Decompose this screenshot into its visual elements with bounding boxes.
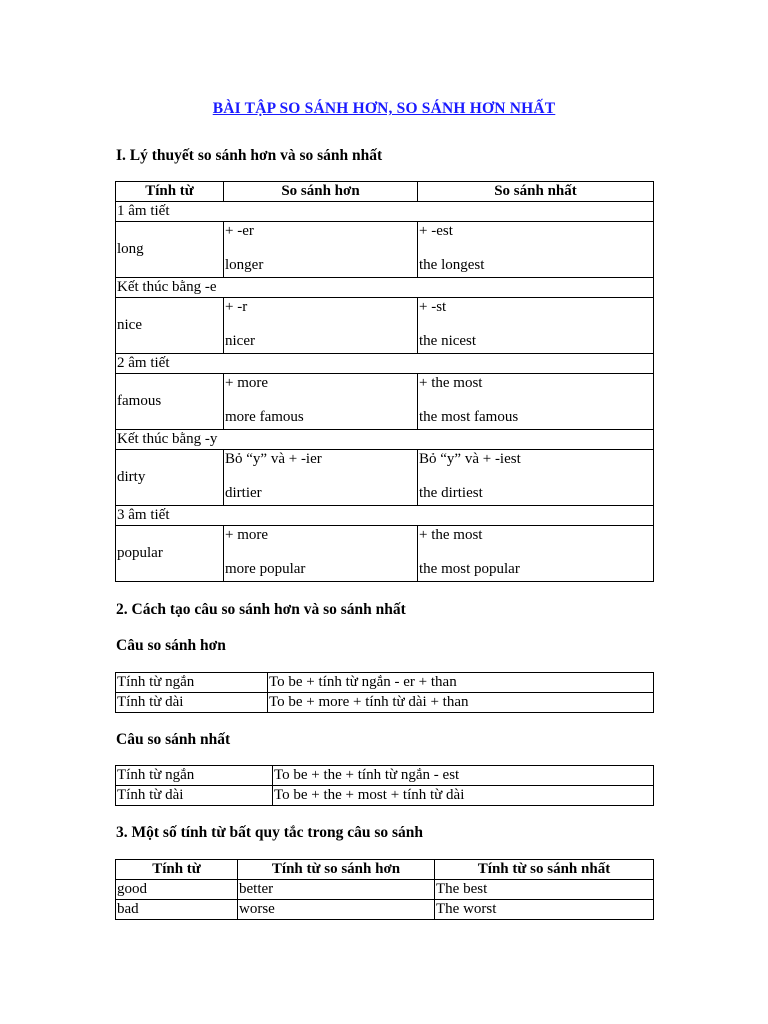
adjective-type: Tính từ dài	[116, 693, 268, 713]
superlative-form: the nicest	[419, 333, 477, 349]
superlative-form: the most famous	[419, 409, 519, 425]
superlative-rule: + -est	[419, 223, 453, 239]
superlative-form: the most popular	[419, 561, 520, 577]
comparative-cell	[224, 222, 418, 278]
superlative-sentence-heading: Câu so sánh nhất	[116, 731, 231, 748]
comparative-form: worse	[238, 900, 435, 920]
section1-heading: I. Lý thuyết so sánh hơn và so sánh nhất	[116, 147, 383, 164]
group-label: Kết thúc bằng -y	[116, 430, 654, 450]
comparative-cell	[224, 450, 418, 506]
superlative-cell	[418, 298, 654, 354]
sentence-formula: To be + tính từ ngắn - er + than	[268, 673, 654, 693]
group-label: 2 âm tiết	[116, 354, 654, 374]
superlative-rule: + -st	[419, 299, 447, 315]
comparative-cell	[224, 526, 418, 582]
superlative-cell	[418, 374, 654, 430]
adjective-word: good	[116, 880, 238, 900]
comparative-sentence-heading: Câu so sánh hơn	[116, 637, 226, 654]
group-label: 1 âm tiết	[116, 202, 654, 222]
adjective-word: long	[116, 222, 224, 278]
superlative-form: The worst	[435, 900, 654, 920]
comparative-rule: Bỏ “y” và + -ier	[225, 451, 322, 467]
comparative-form: more famous	[225, 409, 304, 425]
irregular-adjectives-table	[115, 859, 654, 920]
section2-heading: 2. Cách tạo câu so sánh hơn và so sánh nhất	[116, 601, 406, 618]
col-header-superlative: So sánh nhất	[418, 182, 654, 202]
comparative-form: dirtier	[225, 485, 262, 501]
col-header-adjective: Tính từ	[116, 182, 224, 202]
group-label: 3 âm tiết	[116, 506, 654, 526]
col-header-superlative: Tính từ so sánh nhất	[435, 860, 654, 880]
comparative-rule: + more	[225, 375, 269, 391]
comparative-form: nicer	[225, 333, 255, 349]
superlative-cell	[418, 222, 654, 278]
superlative-form: the longest	[419, 257, 485, 273]
superlative-form: The best	[435, 880, 654, 900]
adjective-word: popular	[116, 526, 224, 582]
sentence-formula: To be + the + most + tính từ dài	[273, 786, 654, 806]
comparative-rule: + more	[225, 527, 269, 543]
comparative-cell	[224, 374, 418, 430]
comparative-rule: + -r	[225, 299, 248, 315]
comparative-rule: + -er	[225, 223, 254, 239]
sentence-formula: To be + the + tính từ ngắn - est	[273, 766, 654, 786]
comparative-form: longer	[225, 257, 264, 273]
superlative-cell	[418, 450, 654, 506]
superlative-cell	[418, 526, 654, 582]
superlative-rule: + the most	[419, 527, 483, 543]
col-header-comparative: So sánh hơn	[224, 182, 418, 202]
document-title: BÀI TẬP SO SÁNH HƠN, SO SÁNH HƠN NHẤT	[212, 100, 556, 117]
comparative-form: better	[238, 880, 435, 900]
comparative-sentence-table	[115, 672, 654, 713]
superlative-rule: Bỏ “y” và + -iest	[419, 451, 521, 467]
adjective-word: nice	[116, 298, 224, 354]
adjective-word: famous	[116, 374, 224, 430]
comparative-cell	[224, 298, 418, 354]
comparison-theory-table	[115, 181, 654, 582]
adjective-type: Tính từ ngắn	[116, 766, 273, 786]
adjective-type: Tính từ ngắn	[116, 673, 268, 693]
adjective-word: bad	[116, 900, 238, 920]
superlative-sentence-table	[115, 765, 654, 806]
group-label: Kết thúc bằng -e	[116, 278, 654, 298]
sentence-formula: To be + more + tính từ dài + than	[268, 693, 654, 713]
col-header-comparative: Tính từ so sánh hơn	[238, 860, 435, 880]
comparative-form: more popular	[225, 561, 306, 577]
adjective-word: dirty	[116, 450, 224, 506]
col-header-adjective: Tính từ	[116, 860, 238, 880]
section3-heading: 3. Một số tính từ bất quy tắc trong câu so sánh	[116, 824, 423, 841]
superlative-form: the dirtiest	[419, 485, 483, 501]
adjective-type: Tính từ dài	[116, 786, 273, 806]
superlative-rule: + the most	[419, 375, 483, 391]
